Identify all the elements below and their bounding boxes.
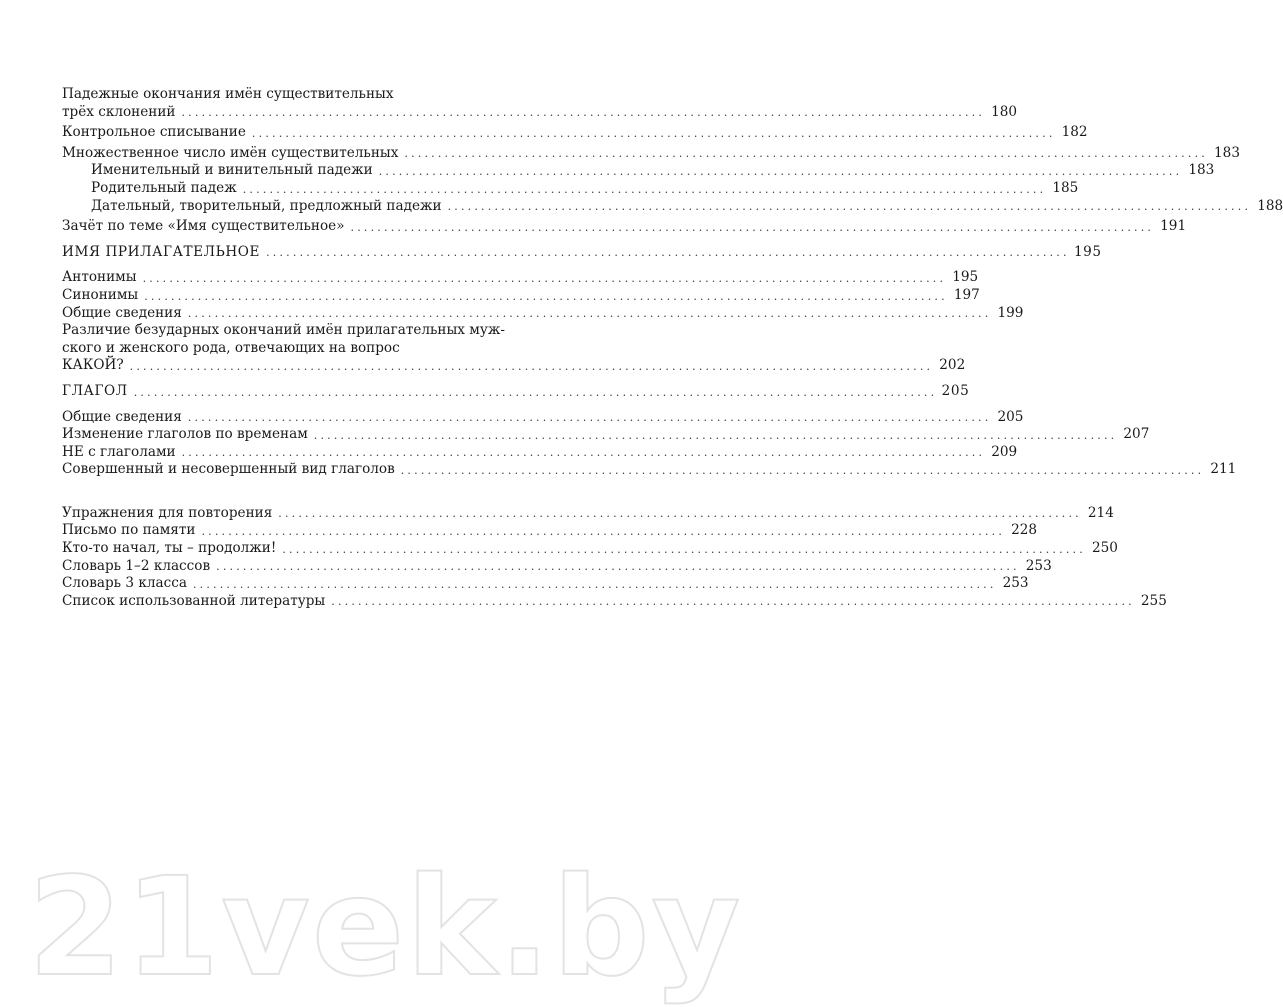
- toc-page-number: 250: [1091, 540, 1118, 557]
- toc-entry-title-line: ского и женского рода, отвечающих на вопрос: [62, 339, 400, 356]
- leader-dots: ........................................................................................................................: [201, 525, 1006, 539]
- leader-dots: ........................................................................................................................: [331, 595, 1135, 609]
- toc-entry-title: Словарь 1–2 классов: [62, 557, 211, 574]
- leader-dots: ........................................................................................................................: [181, 106, 986, 120]
- toc-entry-title: Общие сведения: [62, 304, 182, 321]
- toc-page-number: 183: [1188, 162, 1215, 179]
- toc-entry-title: Зачёт по теме «Имя существительное»: [62, 218, 345, 235]
- table-of-contents: [62, 86, 1283, 610]
- toc-entry: [62, 304, 1024, 323]
- toc-entry-title: Контрольное списывание: [62, 124, 246, 141]
- toc-entry-title: Множественное число имён существительных: [62, 144, 399, 161]
- toc-section-title: ГЛАГОЛ: [62, 382, 128, 399]
- leader-dots: ........................................................................................................................: [266, 246, 1070, 260]
- toc-entry-title: НЕ с глаголами: [62, 443, 176, 460]
- toc-page-number: 183: [1214, 144, 1240, 161]
- toc-entry-title: Дательный, творительный, предложный падежи: [91, 197, 442, 214]
- toc-page-number: 205: [997, 408, 1024, 425]
- toc-subentry: [62, 197, 1283, 216]
- toc-entry: [62, 144, 1240, 163]
- toc-page-number: 253: [1025, 557, 1052, 574]
- toc-entry: [62, 522, 1038, 540]
- toc-entry: [62, 286, 980, 305]
- leader-dots: ........................................................................................................................: [129, 359, 934, 373]
- toc-section-title: ИМЯ ПРИЛАГАТЕЛЬНОЕ: [62, 243, 261, 260]
- toc-entry-title: Упражнения для повторения: [62, 504, 273, 521]
- watermark-logo: 21vek.by: [28, 849, 743, 1007]
- toc-entry: [62, 540, 1118, 558]
- toc-page-number: 202: [939, 357, 966, 374]
- toc-entry: [62, 575, 1029, 593]
- toc-entry-title: Антонимы: [62, 269, 137, 286]
- leader-dots: ........................................................................................................................: [278, 507, 1082, 521]
- leader-dots: ........................................................................................................................: [187, 307, 992, 321]
- toc-entry: [62, 504, 1114, 523]
- leader-dots: ........................................................................................................................: [144, 289, 948, 303]
- toc-page-number: 199: [997, 304, 1024, 321]
- leader-dots: ........................................................................................................................: [242, 182, 1047, 196]
- toc-entry-title: Письмо по памяти: [62, 522, 196, 539]
- leader-dots: ........................................................................................................................: [313, 428, 1118, 442]
- toc-page-number: 209: [991, 443, 1018, 460]
- toc-entry: [62, 357, 966, 375]
- toc-page-number: 195: [952, 269, 979, 286]
- leader-dots: ........................................................................................................................: [187, 411, 992, 425]
- leader-dots: ........................................................................................................................: [216, 560, 1020, 574]
- leader-dots: ........................................................................................................................: [400, 463, 1205, 477]
- toc-entry: [62, 124, 1088, 142]
- toc-entry-title: Совершенный и несовершенный вид глаголов: [62, 461, 395, 478]
- leader-dots: ........................................................................................................................: [447, 200, 1252, 214]
- toc-page-number: 211: [1210, 461, 1237, 478]
- toc-entry: [62, 557, 1052, 576]
- leader-dots: ........................................................................................................................: [350, 220, 1155, 234]
- toc-page-number: 205: [941, 382, 970, 399]
- toc-page-number: 255: [1140, 592, 1167, 609]
- toc-page-number: 195: [1073, 243, 1102, 260]
- leader-dots: ........................................................................................................................: [192, 577, 997, 591]
- toc-page-number: 197: [953, 286, 980, 303]
- toc-entry-title: Словарь 3 класса: [62, 575, 187, 592]
- leader-dots: ........................................................................................................................: [251, 126, 1056, 140]
- toc-entry: [62, 218, 1187, 236]
- toc-entry: [62, 461, 1237, 479]
- toc-entry-title: Список использованной литературы: [62, 592, 326, 609]
- toc-entry: [62, 426, 1150, 444]
- toc-entry: [62, 592, 1167, 611]
- toc-entry-title: Родительный падеж: [91, 179, 237, 196]
- toc-page-number: 180: [991, 103, 1018, 120]
- toc-entry-title-line: Различие безударных окончаний имён прилагательных муж-: [62, 322, 505, 339]
- toc-entry-title: трёх склонений: [62, 103, 176, 120]
- toc-page-number: 191: [1160, 218, 1187, 235]
- toc-entry: [62, 269, 979, 287]
- toc-page-number: 188: [1257, 197, 1283, 214]
- toc-section-heading: [62, 382, 970, 401]
- toc-entry-title: Изменение глаголов по временам: [62, 426, 308, 443]
- leader-dots: ........................................................................................................................: [181, 446, 986, 460]
- leader-dots: ........................................................................................................................: [133, 385, 938, 399]
- leader-dots: ........................................................................................................................: [404, 147, 1208, 161]
- toc-entry-title: Кто-то начал, ты – продолжи!: [62, 540, 277, 557]
- toc-page-number: 207: [1123, 426, 1150, 443]
- leader-dots: ........................................................................................................................: [142, 271, 947, 285]
- toc-page-number: 253: [1002, 575, 1029, 592]
- toc-entry-title: Общие сведения: [62, 408, 182, 425]
- toc-page-number: 185: [1052, 179, 1079, 196]
- toc-entry: [62, 103, 1018, 122]
- leader-dots: ........................................................................................................................: [378, 164, 1183, 178]
- toc-page-number: 182: [1061, 124, 1088, 141]
- toc-entry: [62, 443, 1018, 462]
- leader-dots: ........................................................................................................................: [282, 542, 1086, 556]
- toc-section-heading: [62, 243, 1102, 262]
- toc-subentry: [62, 179, 1079, 198]
- toc-subentry: [62, 162, 1215, 180]
- toc-page-number: 214: [1087, 504, 1114, 521]
- toc-entry: [62, 408, 1024, 427]
- toc-entry-title: КАКОЙ?: [62, 357, 124, 374]
- toc-entry-title: Именительный и винительный падежи: [91, 162, 373, 179]
- toc-entry-title: Синонимы: [62, 286, 139, 303]
- toc-entry-title-line: Падежные окончания имён существительных: [62, 86, 394, 102]
- toc-page-number: 228: [1011, 522, 1038, 539]
